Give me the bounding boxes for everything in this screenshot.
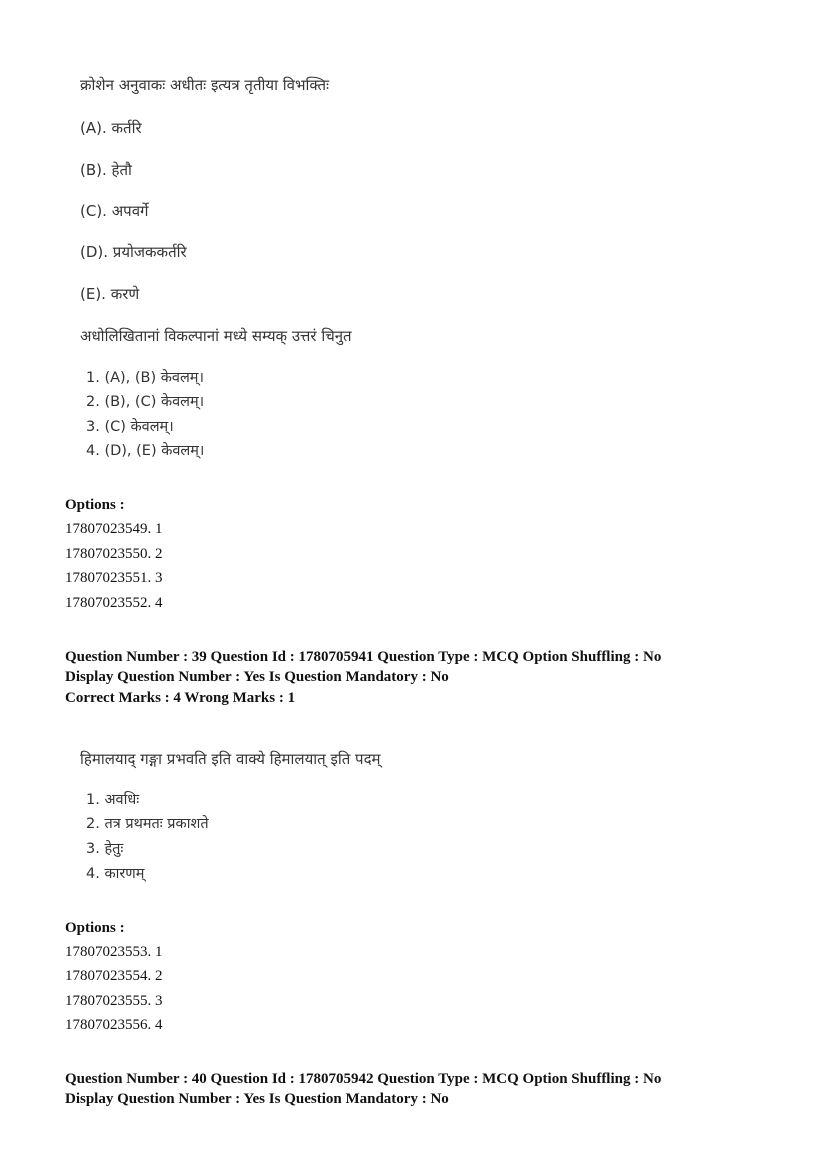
option-id: 17807023553. 1 (65, 944, 163, 960)
statement-d: (D). प्रयोजककर्तरि (80, 243, 187, 261)
question-39-header: Display Question Number : Yes Is Question Mandatory : No (65, 669, 449, 685)
choice-4: 4. कारणम् (86, 866, 145, 882)
statement-c: (C). अपवर्गे (80, 202, 149, 220)
question-38-text: क्रोशेन अनुवाकः अधीतः इत्यत्र तृतीया विभक्तिः (80, 76, 330, 94)
options-label: Options : (65, 497, 125, 513)
option-id: 17807023551. 3 (65, 570, 163, 586)
option-id: 17807023552. 4 (65, 595, 163, 611)
choice-1: 1. अवधिः (86, 792, 140, 808)
statement-e: (E). करणे (80, 285, 140, 303)
choice-3: 3. हेतुः (86, 841, 124, 857)
option-id: 17807023555. 3 (65, 993, 163, 1009)
question-39-header: Question Number : 39 Question Id : 1780705941 Question Type : MCQ Option Shuffling : No (65, 649, 662, 665)
options-label: Options : (65, 920, 125, 936)
choice-4: 4. (D), (E) केवलम्। (86, 443, 205, 459)
choice-3: 3. (C) केवलम्। (86, 419, 174, 435)
choice-2: 2. (B), (C) केवलम्। (86, 394, 205, 410)
question-39-text: हिमालयाद् गङ्गा प्रभवति इति वाक्ये हिमालयात् इति पदम् (80, 750, 381, 768)
option-id: 17807023549. 1 (65, 521, 163, 537)
choice-1: 1. (A), (B) केवलम्। (86, 370, 204, 386)
option-id: 17807023550. 2 (65, 546, 163, 562)
statement-a: (A). कर्तरि (80, 119, 142, 137)
option-id: 17807023556. 4 (65, 1017, 163, 1033)
statement-b: (B). हेतौ (80, 161, 132, 179)
question-38-instruction: अधोलिखितानां विकल्पानां मध्ये सम्यक् उत्तरं चिनुत (80, 327, 352, 345)
question-40-header: Display Question Number : Yes Is Question Mandatory : No (65, 1091, 449, 1107)
question-40-header: Question Number : 40 Question Id : 1780705942 Question Type : MCQ Option Shuffling : No (65, 1071, 662, 1087)
choice-2: 2. तत्र प्रथमतः प्रकाशते (86, 816, 209, 832)
question-39-marks: Correct Marks : 4 Wrong Marks : 1 (65, 690, 296, 706)
option-id: 17807023554. 2 (65, 968, 163, 984)
